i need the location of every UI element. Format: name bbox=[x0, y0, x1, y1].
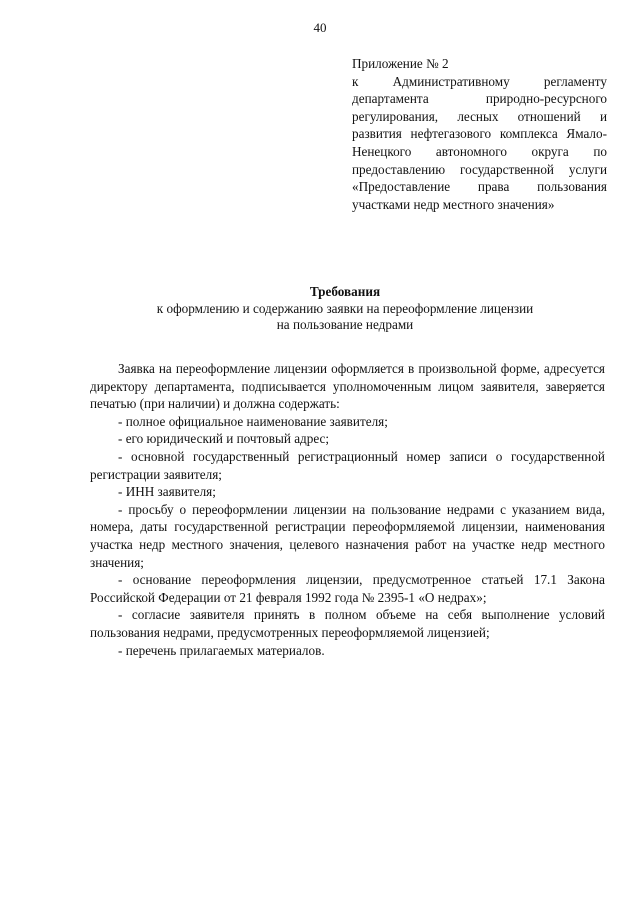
appendix-block bbox=[352, 55, 607, 213]
list-item: - основной государственный регистрационный номер записи о государственной регистрации заявителя; bbox=[90, 448, 605, 482]
list-item: - ИНН заявителя; bbox=[118, 484, 216, 500]
document-heading bbox=[90, 284, 600, 334]
page-number: 40 bbox=[313, 20, 327, 35]
list-item: - просьбу о переоформлении лицензии на пользование недрами с указанием вида, номера, даты государственной регистрации переоформляемой лицензии, наименования участка недр местного значения, целевого назначения работ на участке недр местного значения; bbox=[90, 501, 605, 570]
list-item: - основание переоформления лицензии, предусмотренное статьей 17.1 Закона Российской Федерации от 21 февраля 1992 года № 2395-1 «О недрах»; bbox=[90, 572, 605, 605]
heading-subtitle-line-1: к оформлению и содержанию заявки на переоформление лицензии bbox=[156, 300, 534, 316]
heading-subtitle-line-2: на пользование недрами bbox=[276, 317, 414, 332]
document-body bbox=[90, 360, 605, 659]
list-item: - полное официальное наименование заявителя; bbox=[118, 413, 388, 429]
list-item: - согласие заявителя принять в полном объеме на себя выполнение условий пользования недрами, предусмотренных переоформляемой лицензией; bbox=[90, 607, 605, 640]
heading-title: Требования bbox=[309, 284, 381, 299]
intro-paragraph: Заявка на переоформление лицензии оформляется в произвольной форме, адресуется директору департамента, подписывается уполномоченным лицом заявителя, заверяется печатью (при наличии) и должна содержать: bbox=[90, 361, 605, 412]
appendix-body: к Административному регламенту департамента природно-ресурсного регулирования, лесных отношений и развития нефтегазового комплекса Ямало-Ненецкого автономного округа по предоставлению государственной услуги «Предоставление права пользования участками недр местного значения» bbox=[352, 73, 607, 212]
list-item: - его юридический и почтовый адрес; bbox=[118, 431, 330, 447]
appendix-title: Приложение № 2 bbox=[352, 56, 449, 71]
list-item: - перечень прилагаемых материалов. bbox=[118, 642, 325, 658]
